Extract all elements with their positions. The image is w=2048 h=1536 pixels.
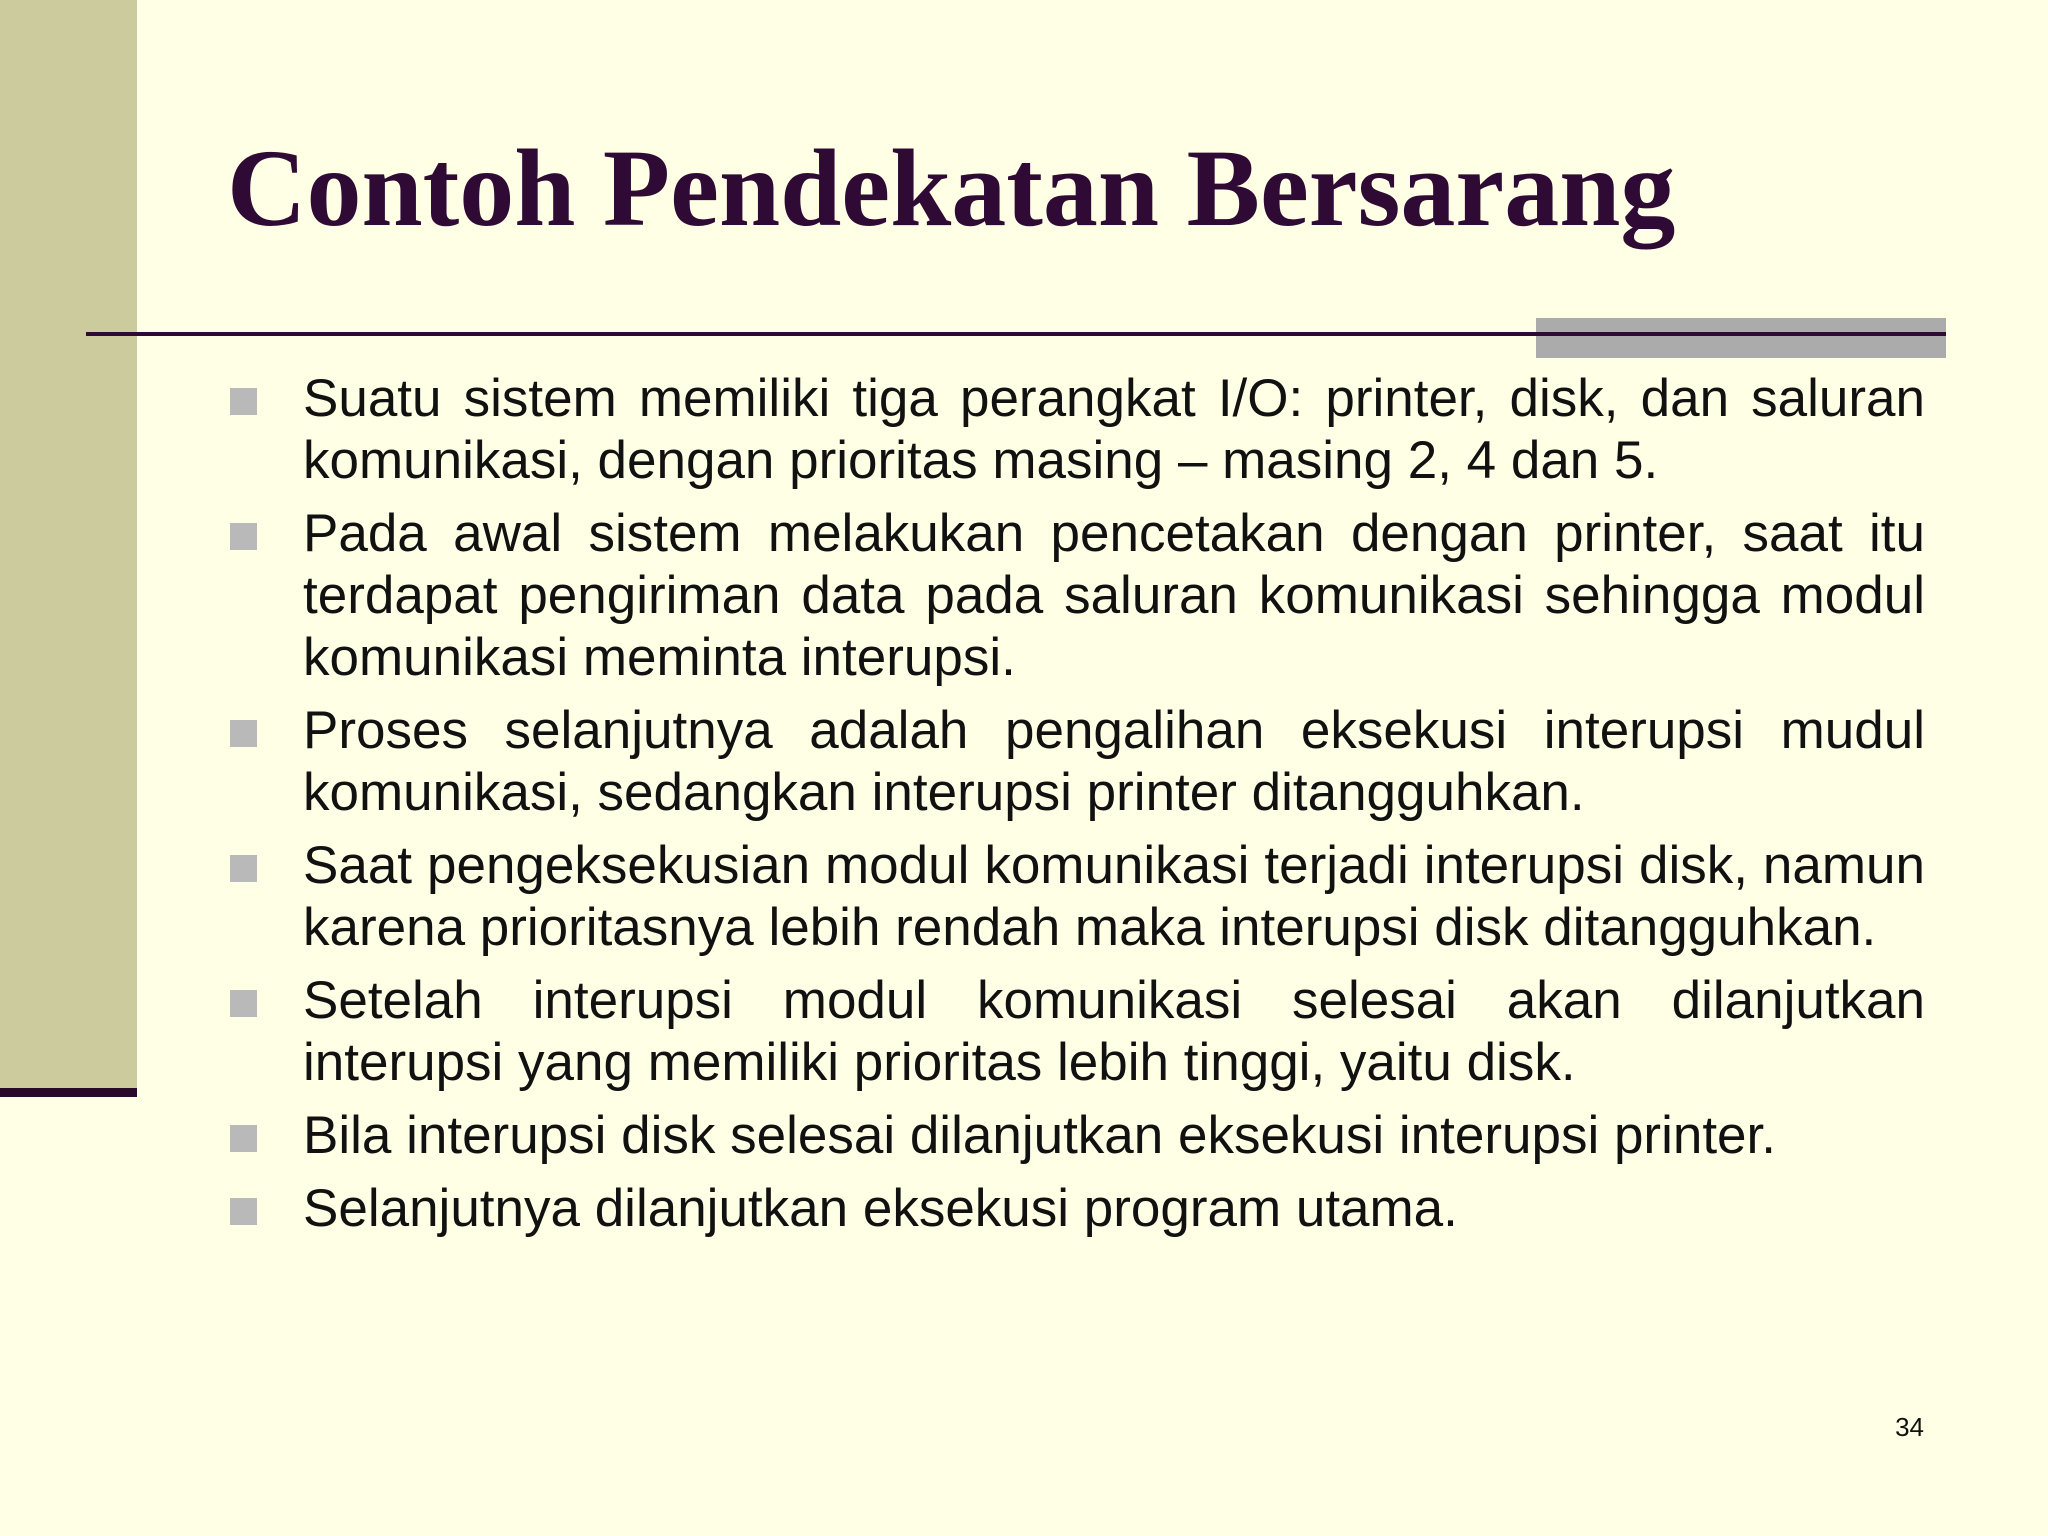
list-item (227, 700, 1925, 824)
bullet-text: Proses selanjutnya adalah pengalihan eksekusi interupsi mudul komunikasi, sedangkan interupsi printer ditangguhkan. (303, 701, 1925, 822)
square-bullet-icon (230, 720, 257, 747)
square-bullet-icon (230, 1198, 257, 1225)
bullet-text: Pada awal sistem melakukan pencetakan dengan printer, saat itu terdapat pengiriman data pada saluran komunikasi sehingga modul komunikasi meminta interupsi. (303, 504, 1925, 687)
square-bullet-icon (230, 388, 257, 415)
list-item (227, 368, 1925, 492)
bullet-text: Selanjutnya dilanjutkan eksekusi program utama. (303, 1179, 1458, 1238)
bullet-text: Setelah interupsi modul komunikasi selesai akan dilanjutkan interupsi yang memiliki prioritas lebih tinggi, yaitu disk. (303, 971, 1925, 1092)
bullet-text: Suatu sistem memiliki tiga perangkat I/O: printer, disk, dan saluran komunikasi, dengan prioritas masing – masing 2, 4 dan 5. (303, 369, 1925, 490)
sidebar-accent-line (0, 1088, 137, 1097)
bullet-text: Saat pengeksekusian modul komunikasi terjadi interupsi disk, namun karena prioritasnya lebih rendah maka interupsi disk ditangguhkan. (303, 836, 1925, 957)
list-item (227, 970, 1925, 1094)
list-item (227, 1105, 1925, 1167)
slide-title: Contoh Pendekatan Bersarang (227, 127, 1676, 249)
bullet-list (227, 368, 1925, 1251)
square-bullet-icon (230, 855, 257, 882)
page-number: 34 (1895, 1412, 1924, 1442)
list-item (227, 1178, 1925, 1240)
bullet-text: Bila interupsi disk selesai dilanjutkan eksekusi interupsi printer. (303, 1106, 1776, 1165)
square-bullet-icon (230, 1125, 257, 1152)
title-rule-shadow (1536, 318, 1946, 358)
list-item (227, 835, 1925, 959)
square-bullet-icon (230, 523, 257, 550)
list-item (227, 503, 1925, 689)
square-bullet-icon (230, 990, 257, 1017)
title-divider (86, 332, 1946, 336)
decorative-sidebar (0, 0, 137, 1090)
